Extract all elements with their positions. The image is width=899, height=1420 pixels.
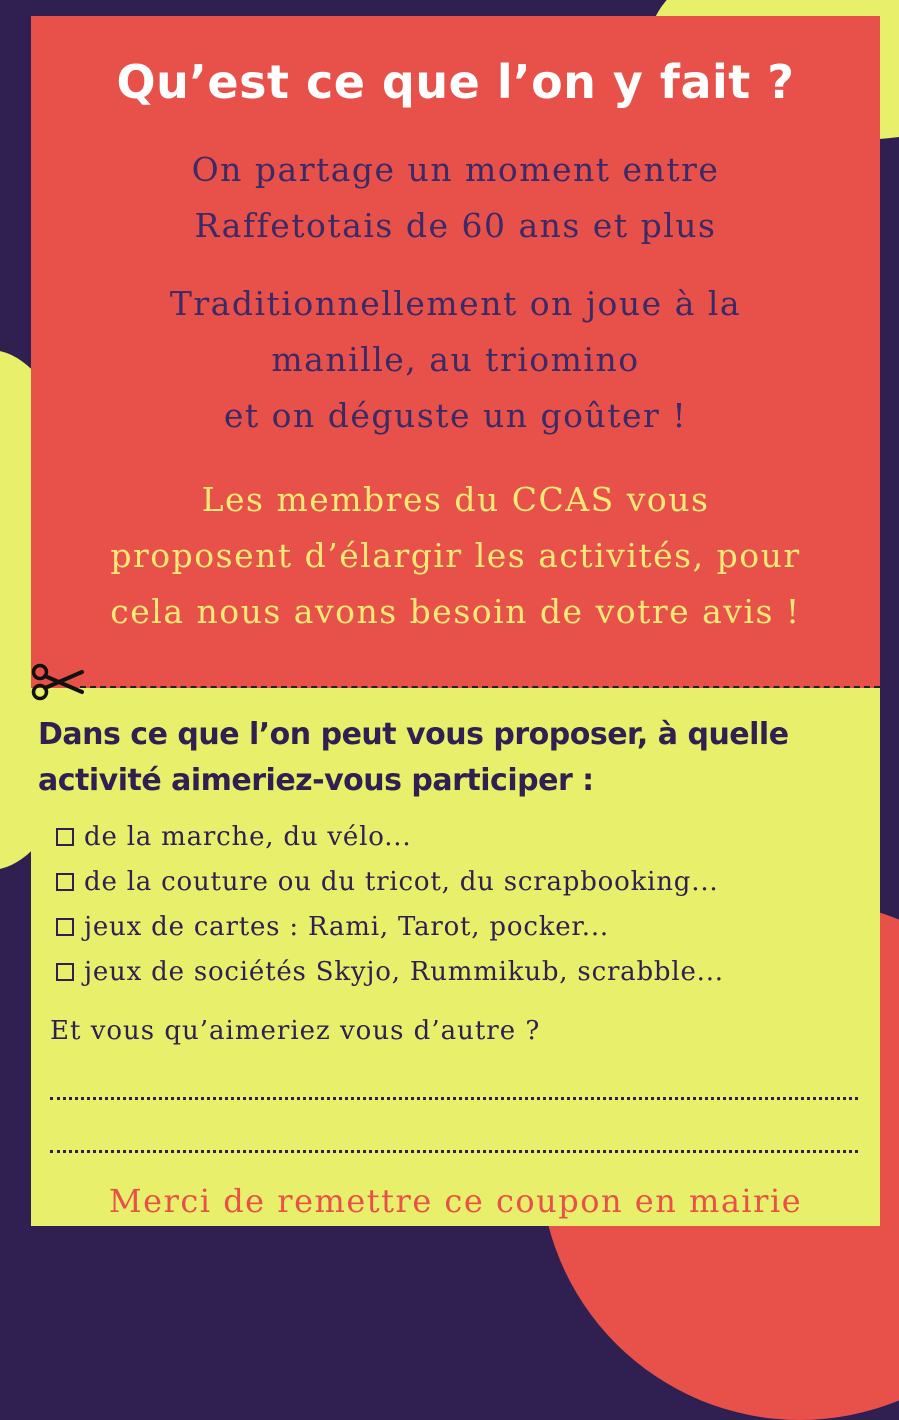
ccas-text: [31, 472, 880, 640]
scissors-icon: [30, 662, 84, 702]
answer-line-1[interactable]: [50, 1097, 858, 1100]
question-line: activité aimeriez-vous participer :: [38, 763, 594, 798]
option-label: jeux de sociétés Skyjo, Rummikub, scrabble...: [84, 956, 724, 987]
activities-text: [31, 276, 880, 444]
other-prompt: Et vous qu’aimeriez vous d’autre ?: [50, 1016, 541, 1046]
checkbox[interactable]: [56, 963, 74, 981]
cut-line: [80, 686, 880, 688]
option-label: de la couture ou du tricot, du scrapbooking...: [84, 866, 719, 897]
activities-line: et on déguste un goûter !: [223, 396, 688, 435]
footer-note: Merci de remettre ce coupon en mairie: [108, 1182, 803, 1220]
option-label: de la marche, du vélo...: [84, 821, 412, 852]
activity-options: [56, 814, 724, 994]
intro-line: Raffetotais de 60 ans et plus: [194, 206, 717, 245]
answer-line-2[interactable]: [50, 1150, 858, 1153]
ccas-line: Les membres du CCAS vous: [201, 480, 710, 519]
checkbox[interactable]: [56, 828, 74, 846]
ccas-line: cela nous avons besoin de votre avis !: [110, 592, 801, 631]
option-board-games[interactable]: [56, 949, 724, 994]
intro-text: [31, 142, 880, 254]
activities-line: Traditionnellement on joue à la: [169, 284, 742, 323]
intro-line: On partage un moment entre: [191, 150, 720, 189]
option-walking-cycling[interactable]: [56, 814, 724, 859]
option-sewing-knitting[interactable]: [56, 859, 724, 904]
option-card-games[interactable]: [56, 904, 724, 949]
coupon-question: [38, 712, 888, 804]
ccas-line: proposent d’élargir les activités, pour: [110, 536, 801, 575]
checkbox[interactable]: [56, 873, 74, 891]
activities-line: manille, au triomino: [271, 340, 640, 379]
question-line: Dans ce que l’on peut vous proposer, à quelle: [38, 717, 789, 752]
checkbox[interactable]: [56, 918, 74, 936]
option-label: jeux de cartes : Rami, Tarot, pocker...: [84, 911, 609, 942]
page-title: Qu’est ce que l’on y fait ?: [116, 55, 795, 109]
